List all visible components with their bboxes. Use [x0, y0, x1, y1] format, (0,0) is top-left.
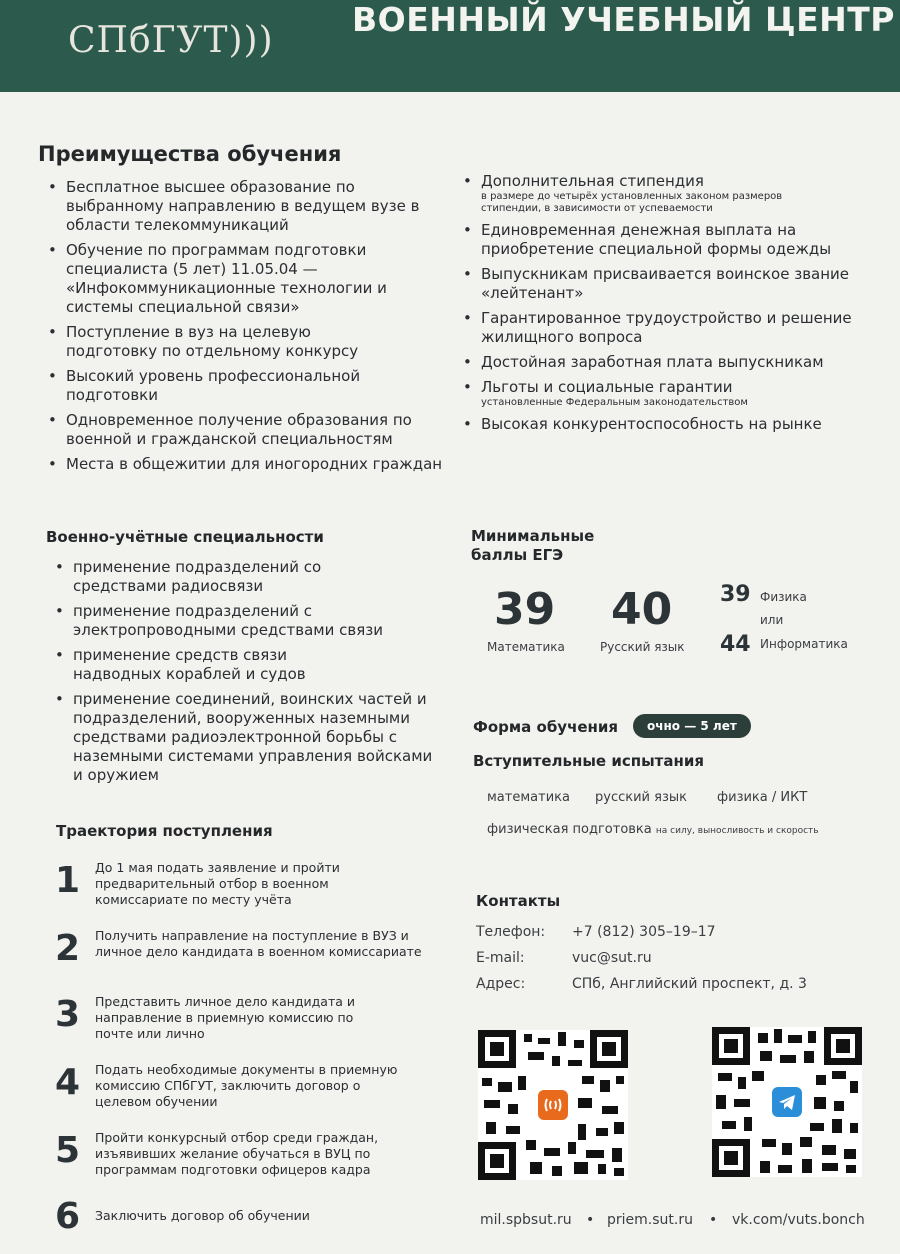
- russian-label: Русский язык: [600, 640, 685, 654]
- exams-title: Вступительные испытания: [473, 752, 704, 770]
- list-item: • применение средств связи надводных кораблей и судов: [55, 646, 373, 684]
- vus-title: Военно-учётные специальности: [46, 528, 324, 546]
- email-label: E-mail:: [476, 950, 525, 966]
- list-item: • Места в общежитии для иногородних граждан: [48, 455, 446, 474]
- list-item: [463, 353, 881, 372]
- math-label: Математика: [487, 640, 565, 654]
- link-vk[interactable]: vk.com/vuts.bonch: [732, 1212, 865, 1228]
- math-score: 39: [494, 584, 556, 635]
- informatics-score: 44: [720, 632, 751, 657]
- step-number: 1: [55, 860, 81, 901]
- university-logo: СПбГУТ))): [68, 20, 274, 61]
- qr-code-vk[interactable]: [478, 1030, 628, 1180]
- signal-icon: [538, 1090, 568, 1120]
- list-item: [463, 172, 841, 215]
- exam-physical: [487, 822, 819, 837]
- list-item: • Одновременное получение образования по военной и гражданской специальностям: [48, 411, 426, 449]
- step-text: Получить направление на поступление в ВУЗ и личное дело кандидата в военном комиссариате: [95, 928, 422, 959]
- exam-physical-note: на силу, выносливость и скорость: [655, 826, 819, 836]
- russian-score: 40: [611, 584, 673, 635]
- benefit-text: Единовременная денежная выплата на приобретение специальной формы одежды: [481, 221, 832, 258]
- scores-title-line2: баллы ЕГЭ: [471, 546, 564, 564]
- step-number: 5: [55, 1130, 81, 1171]
- physics-label: Физика: [760, 590, 807, 604]
- benefit-text: Высокая конкурентоспособность на рынке: [481, 415, 822, 433]
- exam-physical-label: физическая подготовка: [487, 822, 652, 837]
- trajectory-title: Траектория поступления: [56, 822, 273, 840]
- benefit-text: Выпускникам присваивается воинское звание «лейтенант»: [481, 265, 850, 302]
- benefit-note: установленные Федеральным законодательством: [481, 397, 748, 408]
- form-title: Форма обучения: [473, 718, 619, 736]
- scores-title-line1: Минимальные: [471, 527, 595, 545]
- exam-item: русский язык: [595, 790, 687, 805]
- step-text: Подать необходимые документы в приемную комиссию СПбГУТ, заключить договор о целевом обучении: [95, 1062, 398, 1109]
- exam-item: математика: [487, 790, 570, 805]
- step-text: Представить личное дело кандидата и направление в приемную комиссию по почте или лично: [95, 994, 356, 1041]
- scores-title: [471, 527, 594, 565]
- step-number: 6: [55, 1196, 81, 1237]
- or-label: или: [760, 613, 784, 627]
- link-separator: •: [586, 1212, 595, 1228]
- list-item: • Высокий уровень профессиональной подготовки: [48, 367, 386, 405]
- address-text: СПб, Английский проспект, д. 3: [572, 976, 807, 992]
- list-item: [463, 309, 881, 347]
- benefit-text: Достойная заработная плата выпускникам: [481, 353, 824, 371]
- contacts-title: Контакты: [476, 892, 561, 910]
- qr-code-telegram[interactable]: [712, 1027, 862, 1177]
- list-item: [463, 265, 881, 303]
- step-number: 4: [55, 1062, 81, 1103]
- list-item: [463, 221, 881, 259]
- step-text: До 1 мая подать заявление и пройти предварительный отбор в военном комиссариате по месту учёта: [95, 860, 340, 907]
- page-title: ВОЕННЫЙ УЧЕБНЫЙ ЦЕНТР: [352, 0, 895, 39]
- telegram-icon: [772, 1087, 802, 1117]
- step-number: 2: [55, 928, 81, 969]
- link-mil[interactable]: mil.spbsut.ru: [480, 1212, 572, 1228]
- list-item: • Обучение по программам подготовки специалиста (5 лет) 11.05.04 — «Инфокоммуникационные технологии и системы специальной связи»: [48, 241, 396, 317]
- address-label: Адрес:: [476, 976, 526, 992]
- vus-list: [55, 558, 455, 791]
- study-duration-badge: очно — 5 лет: [633, 714, 751, 738]
- email-link[interactable]: vuc@sut.ru: [572, 950, 652, 966]
- link-priem[interactable]: priem.sut.ru: [607, 1212, 693, 1228]
- list-item: • применение подразделений с электропроводными средствами связи: [55, 602, 383, 640]
- list-item: • Бесплатное высшее образование по выбранному направлению в ведущем вузе в области телекоммуникаций: [48, 178, 436, 235]
- step-number: 3: [55, 994, 81, 1035]
- list-item: • применение подразделений со средствами радиосвязи: [55, 558, 403, 596]
- benefit-text: Дополнительная стипендия: [481, 172, 704, 190]
- list-item: • Поступление в вуз на целевую подготовку по отдельному конкурсу: [48, 323, 406, 361]
- list-item: • применение соединений, воинских частей и подразделений, вооруженных наземными средствами радиоэлектронной борьбы с наземными системами управления войсками и оружием: [55, 690, 433, 785]
- benefit-note: в размере до четырёх установленных законом размеров стипендии, в зависимости от успеваемости: [481, 191, 783, 214]
- benefit-text: Гарантированное трудоустройство и решение жилищного вопроса: [481, 309, 852, 346]
- step-text: Пройти конкурсный отбор среди граждан, изъявивших желание обучаться в ВУЦ по программам подготовки офицеров кадра: [95, 1130, 379, 1177]
- advantages-right-list: [463, 172, 883, 440]
- list-item: [463, 415, 881, 434]
- header-bar: [0, 0, 900, 92]
- list-item: [463, 378, 881, 409]
- benefit-text: Льготы и социальные гарантии: [481, 378, 733, 396]
- step-text: Заключить договор об обучении: [95, 1208, 310, 1223]
- phone-link[interactable]: +7 (812) 305–19–17: [572, 924, 716, 940]
- physics-score: 39: [720, 582, 751, 607]
- advantages-title: Преимущества обучения: [38, 142, 342, 166]
- exam-item: физика / ИКТ: [717, 790, 808, 805]
- advantages-left-list: [48, 178, 458, 480]
- informatics-label: Информатика: [760, 637, 848, 651]
- phone-label: Телефон:: [476, 924, 546, 940]
- link-separator: •: [709, 1212, 718, 1228]
